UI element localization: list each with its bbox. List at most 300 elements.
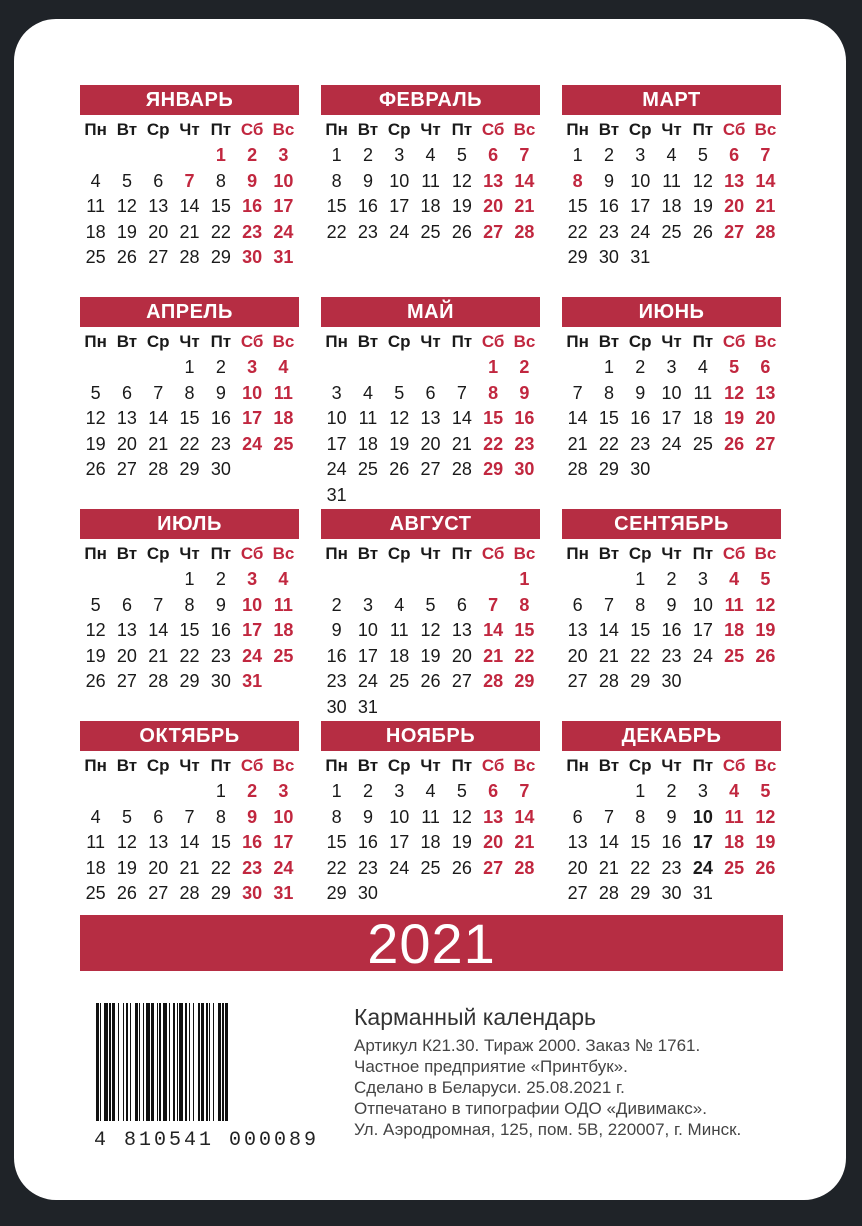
day-cell: 8 xyxy=(572,170,583,191)
month-title: ДЕКАБРЬ xyxy=(562,721,781,751)
weekday-header: Вс xyxy=(272,332,295,351)
day-cell: 12 xyxy=(116,832,137,853)
day-cell: 27 xyxy=(755,433,776,454)
day-cell: 12 xyxy=(451,170,472,191)
day-cell: 14 xyxy=(514,806,535,827)
day-cell: 5 xyxy=(121,806,132,827)
day-cell: 3 xyxy=(331,382,342,403)
empty-cell xyxy=(352,567,383,593)
day-cell: 14 xyxy=(755,170,776,191)
day-cell: 20 xyxy=(116,433,137,454)
day-cell: 15 xyxy=(598,408,619,429)
empty-cell xyxy=(111,567,142,593)
weekday-header: Чт xyxy=(420,544,441,563)
empty-cell xyxy=(111,779,142,805)
day-cell: 16 xyxy=(242,832,263,853)
day-cell: 18 xyxy=(724,832,745,853)
day-cell: 7 xyxy=(603,806,614,827)
day-cell: 9 xyxy=(247,806,258,827)
day-cell: 25 xyxy=(724,857,745,878)
day-cell: 10 xyxy=(273,806,294,827)
weekday-header: Ср xyxy=(628,544,652,563)
day-cell: 21 xyxy=(148,433,169,454)
day-cell: 20 xyxy=(148,857,169,878)
day-cell: 14 xyxy=(514,170,535,191)
imprint-line: Отпечатано в типографии ОДО «Дивимакс». xyxy=(354,1099,707,1118)
weekday-header: Пт xyxy=(692,544,714,563)
day-cell: 24 xyxy=(389,857,410,878)
weekday-header: Вс xyxy=(754,756,777,775)
day-cell: 21 xyxy=(179,221,200,242)
day-cell: 11 xyxy=(389,620,409,641)
imprint-line: Артикул К21.30. Тираж 2000. Заказ № 1761. xyxy=(354,1036,701,1055)
day-cell: 17 xyxy=(273,832,294,853)
pocket-calendar-card xyxy=(14,19,846,1200)
day-cell: 2 xyxy=(331,594,342,615)
day-cell: 26 xyxy=(755,645,776,666)
day-cell: 12 xyxy=(692,170,713,191)
day-cell: 20 xyxy=(483,832,504,853)
day-cell: 4 xyxy=(394,594,405,615)
weekday-header: Ср xyxy=(146,544,170,563)
day-cell: 24 xyxy=(661,433,682,454)
empty-cell xyxy=(415,567,446,593)
day-cell: 29 xyxy=(326,883,347,904)
day-cell: 22 xyxy=(179,433,200,454)
day-cell: 4 xyxy=(90,806,101,827)
day-cell: 1 xyxy=(184,357,195,377)
day-cell: 26 xyxy=(451,221,472,242)
day-cell: 27 xyxy=(116,459,137,480)
month-title: НОЯБРЬ xyxy=(321,721,540,751)
day-cell: 7 xyxy=(519,145,530,165)
day-cell: 7 xyxy=(456,382,467,403)
day-cell: 29 xyxy=(483,459,504,480)
day-cell: 25 xyxy=(85,883,106,904)
day-cell: 24 xyxy=(630,221,651,242)
day-cell: 18 xyxy=(389,645,410,666)
day-cell: 4 xyxy=(697,357,708,377)
month-days xyxy=(80,541,299,695)
month-block xyxy=(562,721,781,933)
day-cell: 1 xyxy=(635,569,646,589)
day-cell: 6 xyxy=(456,594,467,615)
barcode xyxy=(94,1001,356,1151)
day-cell: 3 xyxy=(278,145,289,165)
year-banner: 2021 xyxy=(80,915,783,971)
weekday-header: Вс xyxy=(272,120,295,139)
day-cell: 1 xyxy=(215,145,226,165)
weekday-header: Пт xyxy=(451,120,473,139)
day-cell: 31 xyxy=(242,671,263,692)
day-cell: 15 xyxy=(210,196,231,217)
day-cell: 10 xyxy=(273,170,294,191)
day-cell: 18 xyxy=(85,857,106,878)
day-cell: 15 xyxy=(326,196,347,217)
weekday-header: Пн xyxy=(325,332,348,351)
day-cell: 7 xyxy=(488,594,499,615)
day-cell: 8 xyxy=(331,170,342,191)
day-cell: 16 xyxy=(598,196,619,217)
day-cell: 3 xyxy=(394,145,405,165)
empty-cell xyxy=(384,567,415,593)
day-cell: 2 xyxy=(666,781,677,801)
month-days xyxy=(562,329,781,483)
day-cell: 24 xyxy=(242,645,263,666)
day-cell: 8 xyxy=(603,382,614,403)
day-cell: 28 xyxy=(483,671,504,692)
weekday-header: Сб xyxy=(240,332,264,351)
day-cell: 27 xyxy=(148,883,169,904)
day-cell: 2 xyxy=(215,357,226,377)
weekday-header: Пт xyxy=(451,332,473,351)
month-days xyxy=(321,117,540,245)
weekday-header: Чт xyxy=(179,120,200,139)
month-days xyxy=(321,329,540,509)
weekday-header: Вс xyxy=(513,120,536,139)
day-cell: 19 xyxy=(451,832,472,853)
day-cell: 14 xyxy=(451,408,472,429)
month-block xyxy=(321,85,540,297)
weekday-header: Вс xyxy=(513,332,536,351)
day-cell: 14 xyxy=(179,196,200,217)
day-cell: 23 xyxy=(242,857,263,878)
weekday-header: Пт xyxy=(451,756,473,775)
day-cell: 13 xyxy=(148,196,169,217)
day-cell: 12 xyxy=(451,806,472,827)
day-cell: 11 xyxy=(421,170,440,191)
day-cell: 11 xyxy=(693,382,713,403)
month-title: АВГУСТ xyxy=(321,509,540,539)
empty-cell xyxy=(477,567,508,593)
day-cell: 22 xyxy=(630,857,651,878)
day-cell: 24 xyxy=(273,857,294,878)
day-cell: 20 xyxy=(755,408,776,429)
day-cell: 20 xyxy=(567,857,588,878)
weekday-header: Чт xyxy=(661,120,682,139)
imprint-title: Карманный календарь xyxy=(354,1004,597,1030)
day-cell: 2 xyxy=(362,145,373,165)
day-cell: 11 xyxy=(662,170,681,191)
day-cell: 22 xyxy=(514,645,535,666)
weekday-header: Сб xyxy=(240,756,264,775)
day-cell: 7 xyxy=(603,594,614,615)
day-cell: 22 xyxy=(483,433,504,454)
day-cell: 27 xyxy=(483,857,504,878)
month-days xyxy=(562,541,781,695)
weekday-header: Пт xyxy=(210,756,232,775)
day-cell: 2 xyxy=(215,569,226,589)
weekday-header: Пт xyxy=(210,332,232,351)
month-title: СЕНТЯБРЬ xyxy=(562,509,781,539)
weekday-header: Сб xyxy=(481,756,505,775)
day-cell: 7 xyxy=(153,382,164,403)
day-cell: 9 xyxy=(666,806,677,827)
day-cell: 30 xyxy=(210,671,231,692)
day-cell: 27 xyxy=(567,671,588,692)
month-block xyxy=(562,297,781,509)
weekday-header: Сб xyxy=(722,120,746,139)
day-cell: 10 xyxy=(692,806,713,827)
weekday-header: Вт xyxy=(116,544,138,563)
day-cell: 13 xyxy=(451,620,472,641)
weekday-header: Вс xyxy=(272,544,295,563)
day-cell: 21 xyxy=(148,645,169,666)
day-cell: 8 xyxy=(488,382,499,403)
day-cell: 7 xyxy=(760,145,771,165)
day-cell: 26 xyxy=(420,671,441,692)
weekday-header: Чт xyxy=(661,756,682,775)
weekday-header: Пт xyxy=(692,756,714,775)
weekday-header: Вт xyxy=(357,332,379,351)
empty-cell xyxy=(415,355,446,381)
day-cell: 16 xyxy=(326,645,347,666)
weekday-header: Чт xyxy=(420,756,441,775)
day-cell: 6 xyxy=(425,382,436,403)
day-cell: 15 xyxy=(567,196,588,217)
day-cell: 14 xyxy=(148,408,169,429)
day-cell: 23 xyxy=(210,433,231,454)
day-cell: 22 xyxy=(598,433,619,454)
day-cell: 25 xyxy=(692,433,713,454)
day-cell: 30 xyxy=(242,247,263,268)
day-cell: 30 xyxy=(326,696,347,717)
day-cell: 30 xyxy=(514,459,535,480)
weekday-header: Пн xyxy=(566,332,589,351)
day-cell: 4 xyxy=(666,145,677,165)
day-cell: 8 xyxy=(184,382,195,403)
weekday-header: Ср xyxy=(628,756,652,775)
day-cell: 3 xyxy=(635,145,646,165)
weekday-header: Вс xyxy=(272,756,295,775)
day-cell: 19 xyxy=(724,408,745,429)
day-cell: 12 xyxy=(755,806,776,827)
day-cell: 6 xyxy=(153,170,164,191)
day-cell: 22 xyxy=(210,857,231,878)
day-cell: 9 xyxy=(362,170,373,191)
day-cell: 14 xyxy=(567,408,588,429)
day-cell: 16 xyxy=(210,620,231,641)
weekday-header: Пн xyxy=(566,120,589,139)
month-block xyxy=(321,509,540,721)
day-cell: 30 xyxy=(242,883,263,904)
day-cell: 27 xyxy=(567,883,588,904)
barcode-number: 4 810541 000089 xyxy=(94,1129,320,1152)
day-cell: 11 xyxy=(358,408,378,429)
day-cell: 10 xyxy=(389,170,410,191)
day-cell: 29 xyxy=(210,247,231,268)
day-cell: 17 xyxy=(389,196,410,217)
day-cell: 3 xyxy=(697,781,708,801)
day-cell: 19 xyxy=(451,196,472,217)
day-cell: 7 xyxy=(153,594,164,615)
day-cell: 19 xyxy=(85,433,106,454)
day-cell: 21 xyxy=(514,196,535,217)
day-cell: 2 xyxy=(519,357,530,377)
day-cell: 16 xyxy=(661,832,682,853)
day-cell: 22 xyxy=(326,221,347,242)
day-cell: 21 xyxy=(755,196,776,217)
day-cell: 8 xyxy=(635,594,646,615)
empty-cell xyxy=(80,779,111,805)
weekday-header: Чт xyxy=(420,120,441,139)
day-cell: 8 xyxy=(331,806,342,827)
empty-cell xyxy=(111,355,142,381)
day-cell: 1 xyxy=(331,781,342,801)
day-cell: 3 xyxy=(666,357,677,377)
day-cell: 25 xyxy=(273,433,294,454)
day-cell: 15 xyxy=(514,620,535,641)
day-cell: 24 xyxy=(326,459,347,480)
day-cell: 21 xyxy=(567,433,588,454)
day-cell: 9 xyxy=(215,594,226,615)
day-cell: 23 xyxy=(210,645,231,666)
day-cell: 2 xyxy=(603,145,614,165)
day-cell: 24 xyxy=(692,645,713,666)
empty-cell xyxy=(174,143,205,169)
weekday-header: Вт xyxy=(357,756,379,775)
day-cell: 13 xyxy=(724,170,745,191)
month-days xyxy=(80,329,299,483)
weekday-header: Пн xyxy=(325,120,348,139)
day-cell: 4 xyxy=(278,357,289,377)
month-block xyxy=(321,297,540,509)
day-cell: 9 xyxy=(362,806,373,827)
day-cell: 8 xyxy=(215,806,226,827)
day-cell: 29 xyxy=(179,459,200,480)
day-cell: 13 xyxy=(148,832,169,853)
day-cell: 1 xyxy=(215,781,226,801)
day-cell: 25 xyxy=(661,221,682,242)
day-cell: 28 xyxy=(755,221,776,242)
weekday-header: Пн xyxy=(84,332,107,351)
day-cell: 28 xyxy=(598,883,619,904)
month-days xyxy=(562,753,781,907)
day-cell: 13 xyxy=(483,806,504,827)
day-cell: 20 xyxy=(724,196,745,217)
day-cell: 25 xyxy=(724,645,745,666)
imprint-info xyxy=(354,1004,834,1140)
month-days xyxy=(321,753,540,907)
day-cell: 15 xyxy=(179,620,200,641)
empty-cell xyxy=(143,779,174,805)
empty-cell xyxy=(562,355,593,381)
day-cell: 3 xyxy=(278,781,289,801)
day-cell: 10 xyxy=(630,170,651,191)
day-cell: 29 xyxy=(210,883,231,904)
day-cell: 4 xyxy=(362,382,373,403)
imprint-line: Частное предприятие «Принтбук». xyxy=(354,1057,628,1076)
empty-cell xyxy=(593,779,624,805)
day-cell: 16 xyxy=(210,408,231,429)
day-cell: 14 xyxy=(598,832,619,853)
day-cell: 26 xyxy=(451,857,472,878)
weekday-header: Ср xyxy=(387,544,411,563)
day-cell: 9 xyxy=(603,170,614,191)
day-cell: 2 xyxy=(635,357,646,377)
day-cell: 22 xyxy=(326,857,347,878)
day-cell: 5 xyxy=(697,145,708,165)
weekday-header: Вс xyxy=(513,756,536,775)
day-cell: 8 xyxy=(635,806,646,827)
weekday-header: Пн xyxy=(84,756,107,775)
weekday-header: Ср xyxy=(628,332,652,351)
weekday-header: Ср xyxy=(146,332,170,351)
day-cell: 19 xyxy=(85,645,106,666)
month-block xyxy=(562,509,781,721)
weekday-header: Вс xyxy=(754,332,777,351)
empty-cell xyxy=(80,143,111,169)
day-cell: 30 xyxy=(210,459,231,480)
weekday-header: Пн xyxy=(566,544,589,563)
day-cell: 20 xyxy=(420,433,441,454)
day-cell: 15 xyxy=(483,408,504,429)
weekday-header: Вс xyxy=(754,544,777,563)
day-cell: 17 xyxy=(630,196,651,217)
barcode-bar xyxy=(228,1003,229,1121)
day-cell: 1 xyxy=(572,145,583,165)
day-cell: 7 xyxy=(184,806,195,827)
day-cell: 22 xyxy=(210,221,231,242)
day-cell: 5 xyxy=(90,382,101,403)
day-cell: 4 xyxy=(425,781,436,801)
day-cell: 16 xyxy=(630,408,651,429)
empty-cell xyxy=(562,779,593,805)
day-cell: 23 xyxy=(661,857,682,878)
day-cell: 26 xyxy=(389,459,410,480)
weekday-header: Пн xyxy=(84,544,107,563)
month-block xyxy=(321,721,540,933)
day-cell: 17 xyxy=(692,832,713,853)
day-cell: 5 xyxy=(456,781,467,801)
day-cell: 27 xyxy=(420,459,441,480)
day-cell: 12 xyxy=(85,620,106,641)
empty-cell xyxy=(80,355,111,381)
day-cell: 13 xyxy=(116,408,137,429)
day-cell: 18 xyxy=(420,196,441,217)
day-cell: 31 xyxy=(273,883,294,904)
day-cell: 23 xyxy=(357,857,378,878)
day-cell: 29 xyxy=(514,671,535,692)
weekday-header: Пт xyxy=(451,544,473,563)
empty-cell xyxy=(446,355,477,381)
day-cell: 9 xyxy=(215,382,226,403)
day-cell: 21 xyxy=(451,433,472,454)
day-cell: 23 xyxy=(242,221,263,242)
day-cell: 18 xyxy=(273,620,294,641)
day-cell: 11 xyxy=(273,594,293,615)
day-cell: 13 xyxy=(567,832,588,853)
day-cell: 2 xyxy=(362,781,373,801)
day-cell: 28 xyxy=(148,671,169,692)
day-cell: 13 xyxy=(420,408,441,429)
barcode-bars xyxy=(96,1003,354,1121)
day-cell: 1 xyxy=(603,357,614,377)
day-cell: 12 xyxy=(85,408,106,429)
day-cell: 1 xyxy=(184,569,195,589)
day-cell: 17 xyxy=(661,408,682,429)
day-cell: 13 xyxy=(567,620,588,641)
day-cell: 18 xyxy=(273,408,294,429)
month-block xyxy=(562,85,781,297)
day-cell: 4 xyxy=(278,569,289,589)
weekday-header: Сб xyxy=(722,756,746,775)
day-cell: 27 xyxy=(148,247,169,268)
day-cell: 5 xyxy=(394,382,405,403)
empty-cell xyxy=(384,355,415,381)
empty-cell xyxy=(80,567,111,593)
day-cell: 23 xyxy=(326,671,347,692)
